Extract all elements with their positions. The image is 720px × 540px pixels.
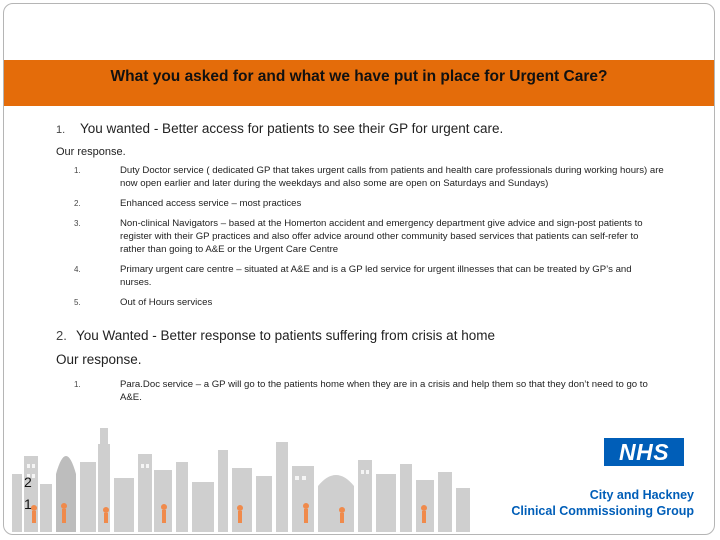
list-item (74, 217, 664, 256)
list-item-number: 2. (74, 199, 81, 208)
list-item (74, 378, 664, 404)
list-item-text: Out of Hours services (120, 297, 213, 308)
org-name-line1: City and Hackney (589, 488, 694, 502)
list-item-text: Para.Doc service – a GP will go to the patients home when they are in a crisis and help them so that they don’t need to go to A&E. (120, 379, 648, 403)
city-skyline-illustration (4, 404, 474, 532)
section2-number: 2. (56, 328, 67, 343)
list-item-text: Duty Doctor service ( dedicated GP that takes urgent calls from patients and health care professionals during working hours) are now open earlier and later during the weekdays and also some are open on Saturdays and Sundays) (120, 165, 664, 189)
list-item-text: Non-clinical Navigators – based at the Homerton accident and emergency department give advice and sign-post patients to register with their GP practices and also offer advice around other community based services that patients can self-refer to rather than going to A&E or the Urgent Care Centre (120, 218, 643, 255)
list-item (74, 197, 664, 210)
section1-list (74, 164, 664, 309)
section1-heading (56, 121, 503, 136)
section2-response-label: Our response. (56, 352, 142, 367)
nhs-logo: NHS (604, 438, 684, 466)
skyline-windows (27, 464, 369, 480)
list-item (74, 263, 664, 289)
org-name-line2: Clinical Commissioning Group (511, 504, 694, 518)
section2-list (74, 378, 664, 404)
list-item-text: Enhanced access service – most practices (120, 198, 302, 209)
list-item-number: 1. (74, 166, 81, 175)
list-item-number: 1. (74, 380, 81, 389)
page-title: What you asked for and what we have put in place for Urgent Care? (110, 68, 608, 85)
slide-number-top: 2 (24, 474, 32, 490)
list-item (74, 164, 664, 190)
header-banner (4, 60, 714, 106)
section2-heading-text: You Wanted - Better response to patients suffering from crisis at home (76, 328, 495, 343)
list-item (74, 296, 664, 309)
slide-number-bottom: 1 (24, 496, 32, 512)
section1-response-label: Our response. (56, 146, 126, 158)
list-item-number: 5. (74, 298, 81, 307)
list-item-number: 4. (74, 265, 81, 274)
slide (3, 3, 715, 535)
list-item-text: Primary urgent care centre – situated at A&E and is a GP led service for urgent illnesses that can be treated by GP’s and nurses. (120, 264, 632, 288)
section1-number: 1. (56, 124, 66, 136)
section1-heading-text: You wanted - Better access for patients to see their GP for urgent care. (80, 121, 504, 136)
section2-heading (56, 328, 495, 343)
list-item-number: 3. (74, 219, 81, 228)
